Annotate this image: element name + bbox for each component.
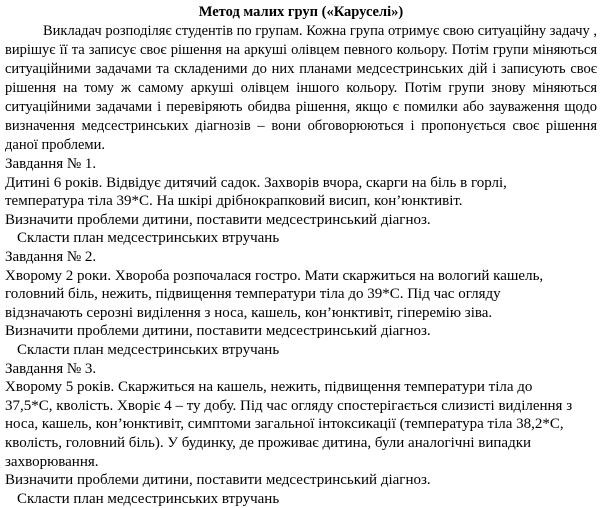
task-1-heading: Завдання № 1. [5, 156, 97, 172]
task-3-heading: Завдання № 3. [5, 360, 97, 377]
task-3-define: Визначити проблеми дитини, поставити медсестринський діагноз. [5, 472, 431, 489]
task-1-define: Визначити проблеми дитини, поставити медсестринський діагноз. [5, 211, 431, 228]
task-3-line-4: кволість, головний біль). У будинку, де проживає дитина, були аналогічні випадки [5, 434, 532, 451]
task-1-plan: Скласти план медсестринських втручань [17, 230, 280, 247]
task-2-define: Визначити проблеми дитини, поставити медсестринський діагноз. [5, 323, 431, 340]
task-2-heading: Завдання № 2. [5, 248, 97, 265]
task-1-line-2: температура тіла 39*С. На шкірі дрібнокрапковий висип, кон’юнктивіт. [5, 193, 463, 210]
document-title: Метод малих груп («Каруселі») [198, 4, 404, 20]
task-2-line-3: відзначають серозні виділення з носа, кашель, кон’юнктивіт, гіперемію зіва. [5, 304, 493, 321]
task-3-line-2: 37,5*С, кволість. Хворіє 4 – ту добу. Під час огляду спостерігається слизисті виділення з [5, 397, 573, 414]
task-1-line-1: Дитині 6 років. Відвідує дитячий садок. Захворів вчора, скарги на біль в горлі, [5, 174, 507, 191]
task-2-line-2: головний біль, нежить, підвищення температури тіла до 39*С. Під час огляду [5, 286, 501, 303]
task-2-line-1: Хворому 2 роки. Хвороба розпочалася гостро. Мати скаржиться на вологий кашель, [5, 267, 544, 284]
task-2-plan: Скласти план медсестринських втручань [17, 341, 280, 358]
task-3-plan: Скласти план медсестринських втручань [17, 490, 280, 507]
intro-paragraph: Викладач розподіляє студентів по групам. Кожна група отримує свою ситуаційну задачу , вирішує її та записує своє рішення на аркуші олівцем певного кольору. Потім групи міняються ситуаційними задачами та складеними до них планами медсестринських дій і записують своє рішення на тому ж самому аркуші олівцем іншого кольору. Потім групи знову міняються ситуаційними задачами і перевіряють обидва рішення, якщо є помилки або зауваження щодо визначення медсестринських діагнозів – вони обговорюються і пропонується своє рішення даної проблеми. [5, 23, 597, 153]
task-3-line-5: захворювання. [5, 453, 99, 470]
task-3-line-1: Хворому 5 років. Скаржиться на кашель, нежить, підвищення температури тіла до [5, 379, 533, 396]
task-3-line-3: носа, кашель, кон’юнктивіт, симптоми загальної інтоксикації (температура тіла 38,2*С, [5, 416, 564, 433]
